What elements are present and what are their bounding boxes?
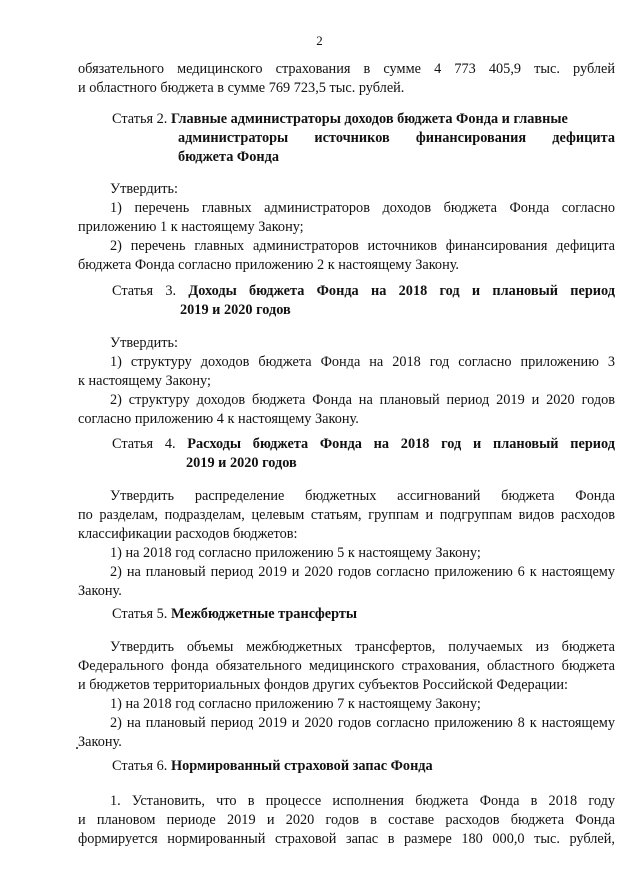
article-2-approve: Утвердить: xyxy=(110,181,179,197)
article-5-heading xyxy=(112,605,615,624)
article-2-title-3: бюджета Фонда xyxy=(178,149,279,165)
article-4-item-1: 1) на 2018 год согласно приложению 5 к настоящему Закону; xyxy=(110,545,481,561)
article-5-item-2b: Закону. xyxy=(78,734,122,750)
intro-line-1: обязательного медицинского страхования в сумме 4 773 405,9 тыс. рублей xyxy=(78,61,615,77)
article-3-title-1: Доходы бюджета Фонда на 2018 год и плановый период xyxy=(188,283,615,299)
article-5-para-1: Утвердить объемы межбюджетных трансфертов, получаемых из бюджета xyxy=(110,639,615,655)
article-4-body xyxy=(78,487,615,601)
page-number: 2 xyxy=(316,33,323,48)
article-4-para-2: по разделам, подразделам, целевым статьям, группам и подгруппам видов расходов xyxy=(78,507,615,523)
article-5-para-3: и бюджетов территориальных фондов других субъектов Российской Федерации: xyxy=(78,677,568,693)
article-3-title-2: 2019 и 2020 годов xyxy=(180,302,291,318)
article-2-body xyxy=(78,180,615,275)
article-2-item-2b: бюджета Фонда согласно приложению 2 к настоящему Закону. xyxy=(78,257,460,273)
scan-speck xyxy=(76,747,78,749)
article-4-title-2: 2019 и 2020 годов xyxy=(186,455,297,471)
article-3-item-1b: к настоящему Закону; xyxy=(78,373,211,389)
article-5-item-1: 1) на 2018 год согласно приложению 7 к настоящему Закону; xyxy=(110,696,481,712)
article-5-title: Межбюджетные трансферты xyxy=(170,606,358,622)
article-3-item-1a: 1) структуру доходов бюджета Фонда на 2018 год согласно приложению 3 xyxy=(110,354,615,370)
article-6-para-3: формируется нормированный страховой запас в размере 180 000,0 тыс. рублей, xyxy=(78,831,615,847)
article-4-label: Статья 4. xyxy=(112,436,188,452)
article-5-body xyxy=(78,638,615,752)
article-2-heading xyxy=(112,110,615,129)
article-2-item-1b: приложению 1 к настоящему Закону; xyxy=(78,219,304,235)
article-2-item-1a: 1) перечень главных администраторов доходов бюджета Фонда согласно xyxy=(110,200,615,216)
article-2-title-1: Главные администраторы доходов бюджета Фонда и главные xyxy=(170,111,568,127)
intro-line-2: и областного бюджета в сумме 769 723,5 тыс. рублей. xyxy=(78,80,405,96)
article-3-body xyxy=(78,334,615,429)
article-3-label: Статья 3. xyxy=(112,283,189,299)
article-6-heading xyxy=(112,757,615,776)
article-2-title-2: администраторы источников финансирования дефицита xyxy=(178,130,615,146)
article-6-label: Статья 6. xyxy=(112,758,171,774)
article-6-para-2: и плановом периоде 2019 и 2020 годов в составе расходов бюджета Фонда xyxy=(78,812,615,828)
article-3-item-2b: согласно приложению 4 к настоящему Закону. xyxy=(78,411,359,427)
article-5-para-2: Федерального фонда обязательного медицинского страхования, областного бюджета xyxy=(78,658,615,674)
article-4-item-2a: 2) на плановый период 2019 и 2020 годов согласно приложению 6 к настоящему xyxy=(110,564,615,580)
article-4-heading xyxy=(112,435,615,454)
article-4-para-3: классификации расходов бюджетов: xyxy=(78,526,298,542)
article-6-body xyxy=(78,792,615,849)
article-4-title-1: Расходы бюджета Фонда на 2018 год и плановый период xyxy=(187,436,615,452)
article-5-label: Статья 5. xyxy=(112,606,171,622)
article-4-item-2b: Закону. xyxy=(78,583,122,599)
article-2-item-2a: 2) перечень главных администраторов источников финансирования дефицита xyxy=(110,238,615,254)
article-3-heading xyxy=(112,282,615,301)
article-6-para-1: 1. Установить, что в процессе исполнения бюджета Фонда в 2018 году xyxy=(110,793,615,809)
article-3-approve: Утвердить: xyxy=(110,335,179,351)
intro-paragraph xyxy=(78,60,615,98)
article-4-para-1: Утвердить распределение бюджетных ассигнований бюджета Фонда xyxy=(110,488,615,504)
article-5-item-2a: 2) на плановый период 2019 и 2020 годов согласно приложению 8 к настоящему xyxy=(110,715,615,731)
article-6-title: Нормированный страховой запас Фонда xyxy=(170,758,433,774)
article-2-label: Статья 2. xyxy=(112,111,171,127)
article-3-item-2a: 2) структуру доходов бюджета Фонда на плановый период 2019 и 2020 годов xyxy=(110,392,615,408)
